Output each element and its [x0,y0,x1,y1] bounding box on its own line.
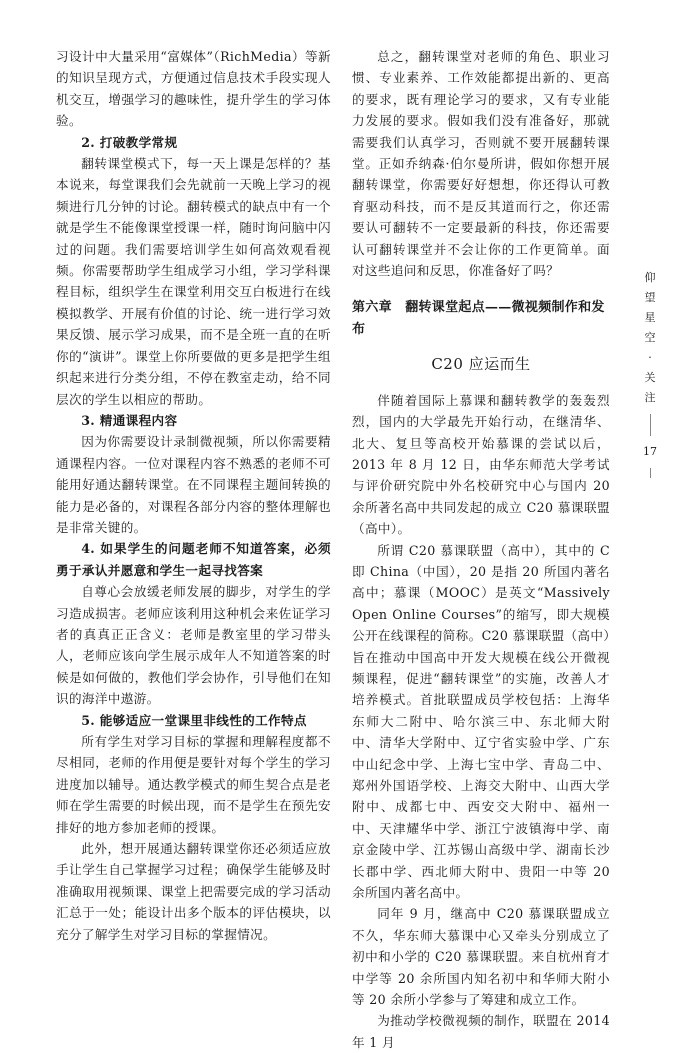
subheading: 5. 能够适应一堂课里非线性的工作特点 [81,712,307,728]
right-column [352,46,610,1053]
sidebar-char: 关 [644,371,656,384]
paragraph: 此外，想开展通达翻转课堂你还必须适应放手让学生自己掌握学习过程；确保学生能够及时准确取用视频课、课堂上把需要完成的学习活动汇总于一处；能设计出多个版本的评估模块，以充分了解学生对学习目标的掌握情况。 [56,841,331,942]
subheading: 4. 如果学生的问题老师不知道答案，必须勇于承认并愿意和学生一起寻找答案 [56,541,331,578]
paragraph: 所谓 C20 慕课联盟（高中），其中的 C 即 China（中国），20 是指 20 所国内著名高中；慕课（MOOC）是英文“Massively Open Online Courses”的缩写，即大规模公开在线课程的简称。C20 慕课联盟（高中）旨在推动中国高中开发大规模在线公开微视频课程，促进“翻转课堂”的实施，改善人才培养模式。首批联盟成员学校包括：上海华东师大二附中、哈尔滨三中、东北师大附中、清华大学附中、辽宁省实验中学、广东中山纪念中学、上海七宝中学、青岛二中、郑州外国语学校、上海交大附中、山西大学附中、成都七中、西安交大附中、福州一中、天津耀华中学、浙江宁波镇海中学、南京金陵中学、江苏锡山高级中学、湖南长沙长郡中学、西北师大附中、贵阳一中等 20 余所国内著名高中。 [352,542,610,901]
subheading: 3. 精通课程内容 [81,412,178,428]
sidebar-char: 注 [644,391,656,404]
paragraph: 因为你需要设计录制微视频，所以你需要精通课程内容。一位对课程内容不熟悉的老师不可能用好通达翻转课堂。在不同课程主题间转换的能力是必备的，对课程各部分内容的整体理解也是非常关键的。 [56,434,331,535]
paragraph: 同年 9 月，继高中 C20 慕课联盟成立不久，华东师大慕课中心又牵头分别成立了初中和小学的 C20 慕课联盟。来自杭州育才中学等 20 余所国内知名初中和华师大附小等 20 余所小学参与了筹建和成立工作。 [352,906,610,1008]
page-number: 17 [643,445,657,458]
paragraph: 伴随着国际上慕课和翻转教学的轰轰烈烈，国内的大学最先开始行动，在继清华、北大、复旦等高校开始慕课的尝试以后，2013 年 8 月 12 日，由华东师范大学考试与评价研究院中外名校研究中心与国内 20 余所著名高中共同发起的成立 C20 慕课联盟（高中）。 [352,392,610,537]
sidebar-char: · [648,351,652,364]
paragraph: 总之，翻转课堂对老师的角色、职业习惯、专业素养、工作效能都提出新的、更高的要求，既有理论学习的要求，又有专业能力发展的要求。假如我们没有准备好，那就需要我们认真学习，否则就不要开展翻转课堂。正如乔纳森·伯尔曼所讲，假如你想开展翻转课堂，你需要好好想想，你还得认可教育驱动科技，而不是反其道而行之，你还需要认可翻转不一定要最新的科技，你还需要认可翻转课堂并不会让你的工作更简单。面对这些追问和反思，你准备好了吗？ [352,49,610,279]
section-title: C20 应运而生 [431,355,531,374]
paragraph: 翻转课堂模式下，每一天上课是怎样的？基本说来，每堂课我们会先就前一天晚上学习的视频进行几分钟的讨论。翻转模式的缺点中有一个就是学生不能像课堂授课一样，随时询问脑中闪过的问题。我们需要培训学生如何高效观看视频。你需要帮助学生组成学习小组，学习学科课程目标，组织学生在课堂利用交互白板进行在线模拟教学、开展有价值的讨论、统一进行学习效果反馈、展示学习成果，而不是全班一直的在听你的“演讲”。课堂上你所要做的更多是把学生组织起来进行分类分组，不停在教室走动，给不同层次的学生以相应的帮助。 [56,156,331,407]
sidebar-char: 星 [644,311,656,324]
subheading: 2. 打破教学常规 [81,134,178,150]
sidebar-char: 望 [644,291,656,304]
paragraph: 自尊心会放缓老师发展的脚步，对学生的学习造成损害。老师应该利用这种机会来佐证学习者的真真正正含义：老师是教室里的学习带头人，老师应该向学生展示成年人不知道答案的时候是如何做的，教他们学会协作，引导他们在知识的海洋中遨游。 [56,584,331,707]
sidebar-divider [650,468,651,478]
paragraph: 所有学生对学习目标的掌握和理解程度都不尽相同，老师的作用便是要针对每个学生的学习进度加以辅导。通达教学模式的师生契合点是老师在学生需要的时候出现，而不是学生在预先安排好的地方参加老师的授课。 [56,734,331,835]
sidebar-char: 空 [644,331,656,344]
left-column [56,46,331,945]
running-header-sidebar [640,268,660,484]
chapter-title: 第六章 翻转课堂起点——微视频制作和发布 [352,300,605,337]
sidebar-divider [650,414,651,436]
sidebar-char: 仰 [644,271,656,284]
paragraph: 为推动学校微视频的制作，联盟在 2014 年 1 月 [352,1013,610,1050]
paragraph: 习设计中大量采用“富媒体”（RichMedia）等新的知识呈现方式，方便通过信息技术手段实现人机交互，增强学习的趣味性，提升学生的学习体验。 [56,49,331,129]
